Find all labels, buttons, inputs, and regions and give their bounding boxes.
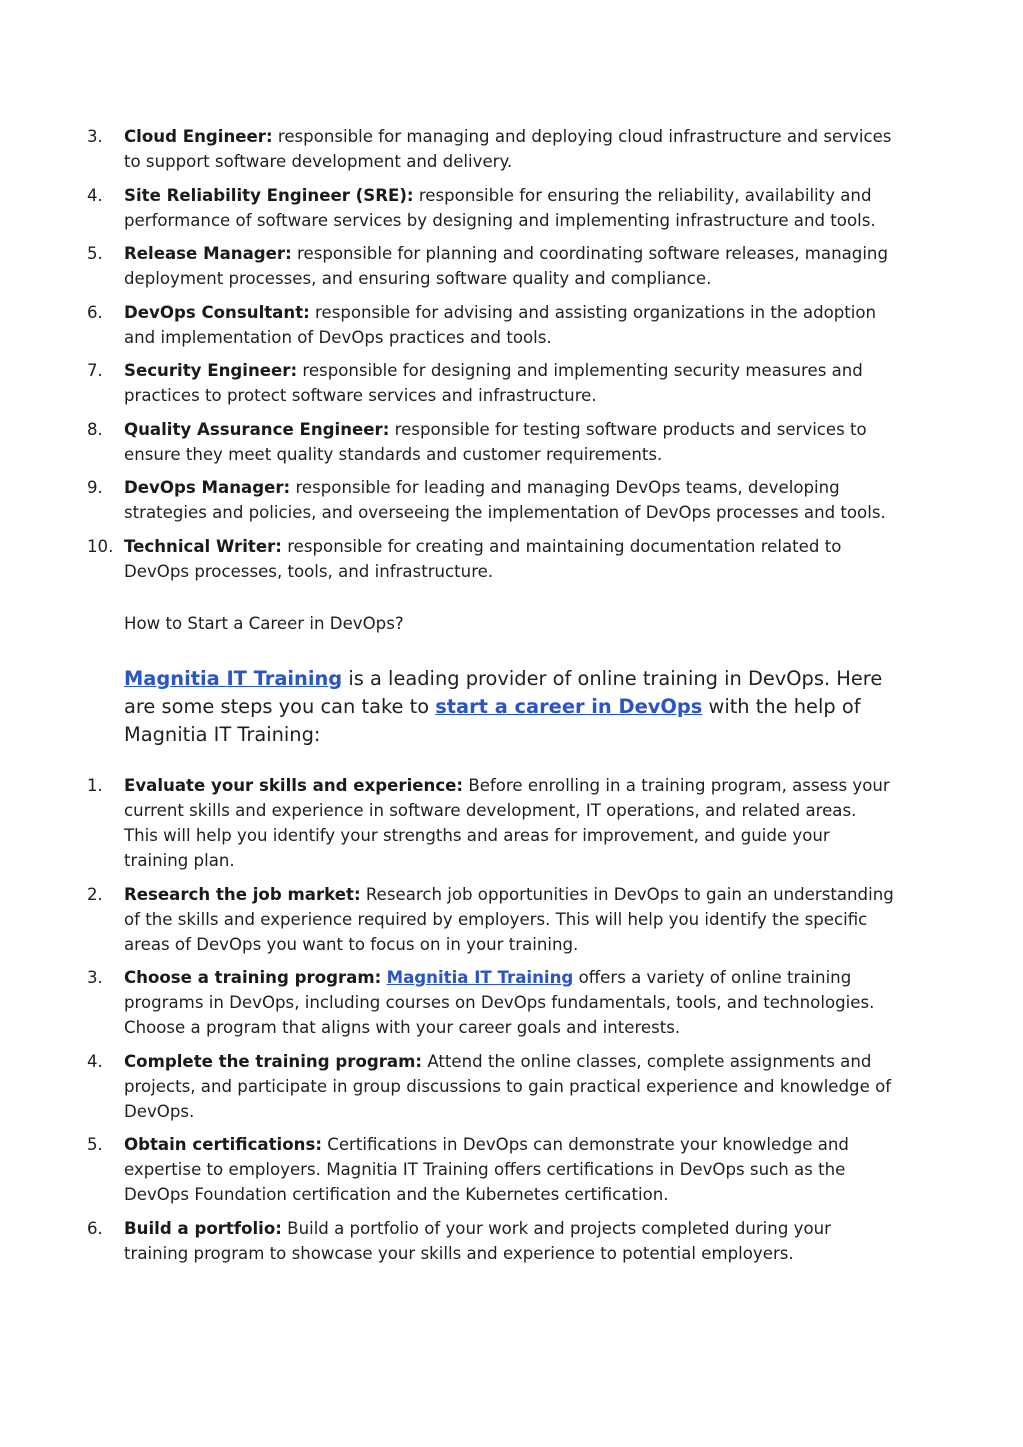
item-text: Attend the online classes, complete assignments and projects, and participate in group discussions to gain practical experience and knowledge of DevOps. xyxy=(124,1051,892,1121)
list-item xyxy=(0,300,1023,350)
list-item xyxy=(0,358,1023,408)
item-title: Complete the training program: xyxy=(124,1051,423,1071)
list-item xyxy=(0,1049,1023,1124)
magnitia-training-link[interactable]: Magnitia IT Training xyxy=(124,667,343,690)
item-title: DevOps Consultant: xyxy=(124,302,310,322)
list-number: 5. xyxy=(87,244,103,263)
item-text: responsible for leading and managing DevOps teams, developing strategies and policies, and overseeing the implementation of DevOps processes and tools. xyxy=(124,478,886,522)
list-number: 2. xyxy=(87,884,103,904)
list-number: 8. xyxy=(87,419,103,439)
list-item xyxy=(0,882,1023,957)
list-number: 10. xyxy=(87,536,114,556)
list-item xyxy=(0,1132,1023,1207)
list-item xyxy=(0,417,1023,467)
intro-text-1: is a leading provider of online training in DevOps. Here are some steps you can take to xyxy=(124,667,883,718)
item-title: Cloud Engineer: xyxy=(124,127,273,146)
item-title: Release Manager: xyxy=(124,244,292,263)
item-title: Choose a training program: xyxy=(124,968,382,987)
list-number: 1. xyxy=(87,776,103,795)
list-item xyxy=(0,124,1023,174)
list-item xyxy=(0,773,1023,873)
item-title: Security Engineer: xyxy=(124,361,298,380)
item-title: Site Reliability Engineer (SRE): xyxy=(124,185,414,205)
start-career-link[interactable]: start a career in DevOps xyxy=(435,695,703,718)
item-text: responsible for testing software products and services to ensure they meet quality standards and customer requirements. xyxy=(124,419,867,464)
item-text: responsible for managing and deploying cloud infrastructure and services to support software development and delivery. xyxy=(124,127,892,171)
intro-text-2: with the help of Magnitia IT Training: xyxy=(124,695,861,746)
item-text: responsible for planning and coordinating software releases, managing deployment processes, and ensuring software quality and compliance. xyxy=(124,244,888,288)
item-text: responsible for advising and assisting organizations in the adoption and implementation of DevOps practices and tools. xyxy=(124,302,877,347)
item-title: Build a portfolio: xyxy=(124,1218,282,1238)
list-item xyxy=(0,475,1023,525)
list-item xyxy=(0,1216,1023,1266)
item-title: Technical Writer: xyxy=(124,536,282,556)
list-number: 9. xyxy=(87,478,103,497)
item-title: Research the job market: xyxy=(124,884,361,904)
list-number: 3. xyxy=(87,127,103,146)
intro-paragraph xyxy=(124,665,884,749)
magnitia-training-link[interactable]: Magnitia IT Training xyxy=(386,968,574,987)
list-number: 4. xyxy=(87,185,103,205)
list-number: 7. xyxy=(87,361,103,380)
list-item xyxy=(0,534,1023,584)
list-number: 3. xyxy=(87,968,103,987)
item-text: Research job opportunities in DevOps to gain an understanding of the skills and experience required by employers. This will help you identify the specific areas of DevOps you want to focus on in your training. xyxy=(124,884,894,954)
list-item xyxy=(0,965,1023,1040)
item-text: Certifications in DevOps can demonstrate your knowledge and expertise to employers. Magnitia IT Training offers certifications in DevOps such as the DevOps Foundation certification and the Kubernetes certification. xyxy=(124,1135,849,1204)
list-number: 6. xyxy=(87,1218,103,1238)
item-text: responsible for designing and implementing security measures and practices to protect software services and infrastructure. xyxy=(124,361,863,405)
item-text: Before enrolling in a training program, assess your current skills and experience in software development, IT operations, and related areas. This will help you identify your strengths and areas for improvement, and guide your training plan. xyxy=(124,776,890,870)
list-number: 6. xyxy=(87,302,103,322)
item-title: DevOps Manager: xyxy=(124,478,291,497)
item-title: Quality Assurance Engineer: xyxy=(124,419,390,439)
item-text: responsible for ensuring the reliability, availability and performance of software services by designing and implementing infrastructure and tools. xyxy=(124,185,876,230)
item-text: Build a portfolio of your work and projects completed during your training program to showcase your skills and experience to potential employers. xyxy=(124,1218,831,1263)
steps-list xyxy=(0,773,1023,1274)
item-text: responsible for creating and maintaining documentation related to DevOps processes, tools, and infrastructure. xyxy=(124,536,842,581)
list-item xyxy=(0,183,1023,233)
list-number: 5. xyxy=(87,1135,103,1154)
item-title: Obtain certifications: xyxy=(124,1135,322,1154)
list-number: 4. xyxy=(87,1051,103,1071)
section-heading: How to Start a Career in DevOps? xyxy=(124,614,404,633)
roles-list xyxy=(0,124,1023,592)
item-title: Evaluate your skills and experience: xyxy=(124,776,464,795)
item-text: offers a variety of online training programs in DevOps, including courses on DevOps fundamentals, tools, and technologies. Choose a program that aligns with your career goals and interests. xyxy=(124,968,875,1037)
list-item xyxy=(0,241,1023,291)
